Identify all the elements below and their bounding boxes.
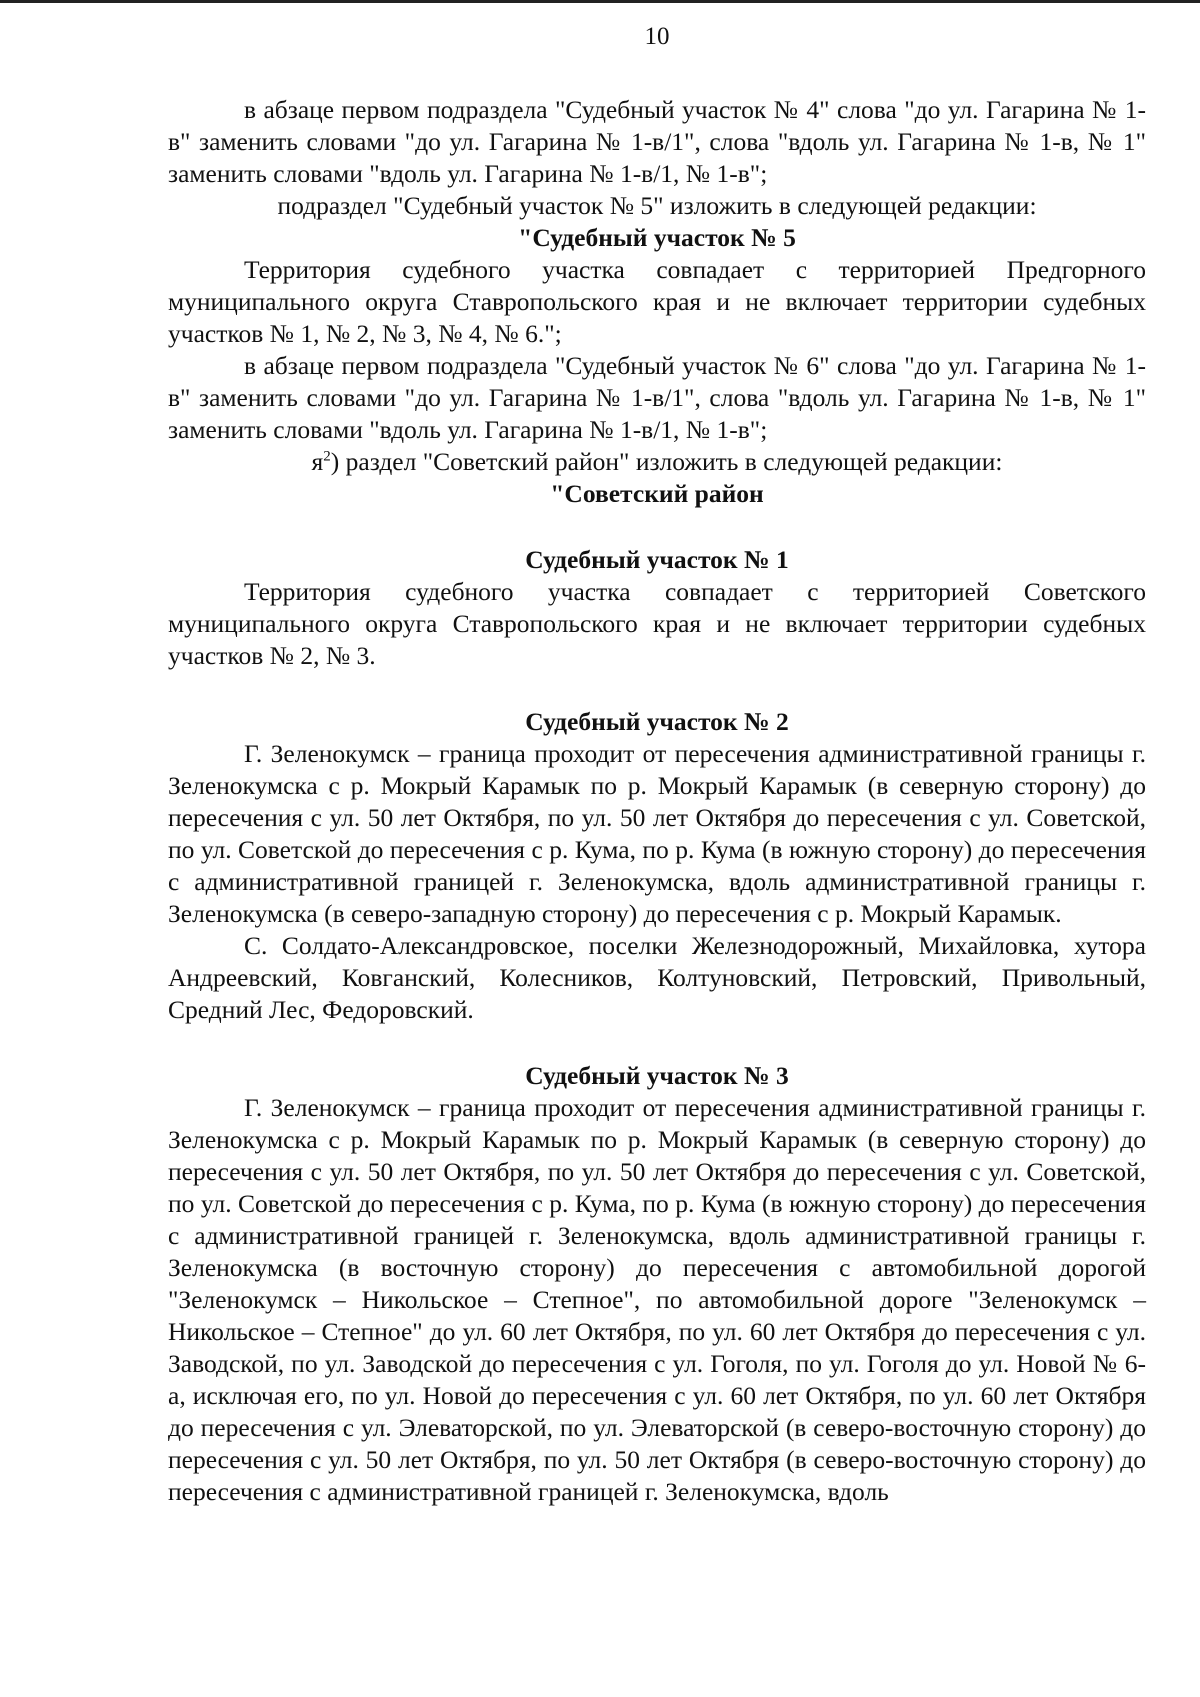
paragraph-uchastok-2-settlements: С. Солдато-Александровское, поселки Железнодорожный, Михайловка, хутора Андреевский, Ковганский, Колесников, Колтуновский, Петровский, Привольный, Средний Лес, Федоровский. [168,931,1146,1024]
spacer [168,1026,1146,1060]
paragraph-section4-amendment: в абзаце первом подраздела "Судебный участок № 4" слова "до ул. Гагарина № 1-в" заменить словами "до ул. Гагарина № 1-в/1", слова "вдоль ул. Гагарина № 1-в, № 1" заменить словами "вдоль ул. Гагарина № 1-в/1, № 1-в"; [168,95,1146,188]
paragraph-section6-amendment: в абзаце первом подраздела "Судебный участок № 6" слова "до ул. Гагарина № 1-в" заменить словами "до ул. Гагарина № 1-в/1", слова "вдоль ул. Гагарина № 1-в, № 1" заменить словами "вдоль ул. Гагарина № 1-в/1, № 1-в"; [168,351,1146,444]
paragraph-uchastok-2-zelenokumsk: Г. Зеленокумск – граница проходит от пересечения административной границы г. Зеленокумска с р. Мокрый Карамык по р. Мокрый Карамык (в северную сторону) до пересечения с ул. 50 лет Октября, по ул. 50 лет Октября до пересечения с ул. Советской, по ул. Советской до пересечения с р. Кума, по р. Кума (в южную сторону) до пересечения с административной границей г. Зеленокумска, вдоль административной границы г. Зеленокумска (в северо-западную сторону) до пересечения с р. Мокрый Карамык. [168,739,1146,928]
spacer [168,510,1146,544]
heading-uchastok-3: Судебный участок № 3 [525,1061,789,1090]
heading-sovetsky-district: "Советский район [550,479,764,508]
paragraph-section5-text: Территория судебного участка совпадает с территорией Предгорного муниципального округа Ставропольского края и не включает территории судебных участков № 1, № 2, № 3, № 4, № 6."; [168,255,1146,348]
item-superscript: 2 [323,448,331,465]
paragraph-uchastok-3: Г. Зеленокумск – граница проходит от пересечения административной границы г. Зеленокумска с р. Мокрый Карамык по р. Мокрый Карамык (в северную сторону) до пересечения с ул. 50 лет Октября, по ул. 50 лет Октября до пересечения с ул. Советской, по ул. Советской до пересечения с р. Кума, по р. Кума (в южную сторону) до пересечения с административной границей г. Зеленокумска, вдоль административной границы г. Зеленокумска (в восточную сторону) до пересечения с автомобильной дорогой "Зеленокумск – Никольское – Степное", по автомобильной дороге "Зеленокумск – Никольское – Степное" до ул. 60 лет Октября, по ул. 60 лет Октября до пересечения с ул. Заводской, по ул. Заводской до пересечения с ул. Гоголя, по ул. Гоголя до ул. Новой № 6-а, исключая его, по ул. Новой до пересечения с ул. 60 лет Октября, по ул. 60 лет Октября до пересечения с ул. Элеваторской, по ул. Элеваторской (в северо-восточную сторону) до пересечения с ул. 50 лет Октября, по ул. 50 лет Октября (в северо-восточную сторону) до пересечения с административной границей г. Зеленокумска, вдоль [168,1093,1146,1506]
paragraph-item-ya2 [168,446,1146,478]
spacer [168,672,1146,706]
paragraph-section5-intro: подраздел "Судебный участок № 5" изложить в следующей редакции: [277,191,1037,220]
document-page [168,20,1146,1508]
item-letter: я [311,447,324,476]
heading-uchastok-2: Судебный участок № 2 [525,707,789,736]
heading-uchastok-1: Судебный участок № 1 [525,545,789,574]
paragraph-uchastok-1: Территория судебного участка совпадает с территорией Советского муниципального округа Ставропольского края и не включает территории судебных участков № 2, № 3. [168,577,1146,670]
heading-section5: "Судебный участок № 5 [518,223,796,252]
page-number: 10 [644,23,670,50]
item-text: ) раздел "Советский район" изложить в следующей редакции: [330,447,1003,476]
page-top-border [0,0,1200,3]
